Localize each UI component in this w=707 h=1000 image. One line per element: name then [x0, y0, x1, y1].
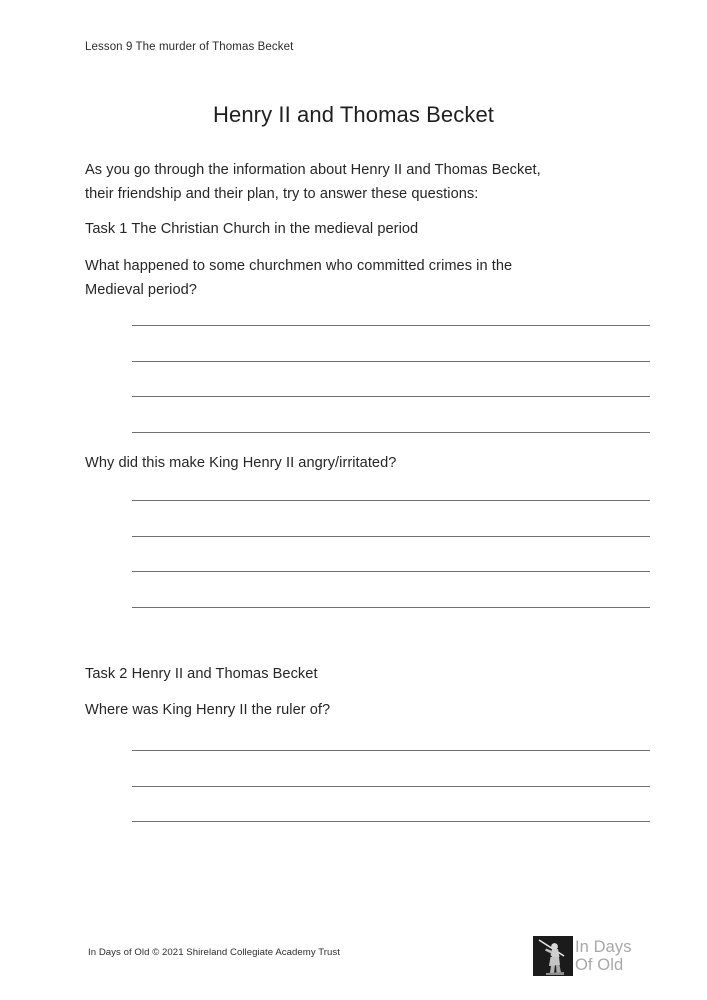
task-2-heading: Task 2 Henry II and Thomas Becket — [85, 666, 318, 682]
answer-line[interactable] — [132, 786, 650, 787]
answer-lines-question-2[interactable] — [132, 500, 650, 608]
page-title: Henry II and Thomas Becket — [213, 101, 494, 127]
task-1-question-2: Why did this make King Henry II angry/irritated? — [85, 455, 397, 471]
answer-line[interactable] — [132, 500, 650, 501]
answer-line[interactable] — [132, 432, 650, 433]
answer-line[interactable] — [132, 536, 650, 537]
answer-line[interactable] — [132, 325, 650, 326]
answer-line[interactable] — [132, 361, 650, 362]
task-1-question-1 — [85, 254, 595, 302]
task-1-question-1-line-2: Medieval period? — [85, 282, 197, 298]
in-days-of-old-logo — [533, 936, 632, 976]
answer-line[interactable] — [132, 571, 650, 572]
logo-wordmark — [575, 938, 632, 974]
task-2-question-1: Where was King Henry II the ruler of? — [85, 702, 331, 718]
intro-paragraph — [85, 158, 625, 206]
knight-figure-icon — [533, 936, 573, 976]
task-1-heading: Task 1 The Christian Church in the medieval period — [85, 221, 419, 237]
lesson-header: Lesson 9 The murder of Thomas Becket — [85, 41, 294, 53]
answer-line[interactable] — [132, 821, 650, 822]
intro-line-1: As you go through the information about Henry II and Thomas Becket, — [85, 162, 541, 178]
logo-text-line-2: Of Old — [575, 956, 624, 974]
intro-line-2: their friendship and their plan, try to answer these questions: — [85, 186, 479, 202]
logo-text-line-1: In Days — [575, 938, 632, 956]
answer-lines-question-3[interactable] — [132, 750, 650, 822]
answer-line[interactable] — [132, 607, 650, 608]
footer-copyright: In Days of Old © 2021 Shireland Collegiate Academy Trust — [88, 947, 340, 958]
answer-line[interactable] — [132, 750, 650, 751]
task-1-question-1-line-1: What happened to some churchmen who committed crimes in the — [85, 258, 513, 274]
answer-lines-question-1[interactable] — [132, 325, 650, 433]
answer-line[interactable] — [132, 396, 650, 397]
